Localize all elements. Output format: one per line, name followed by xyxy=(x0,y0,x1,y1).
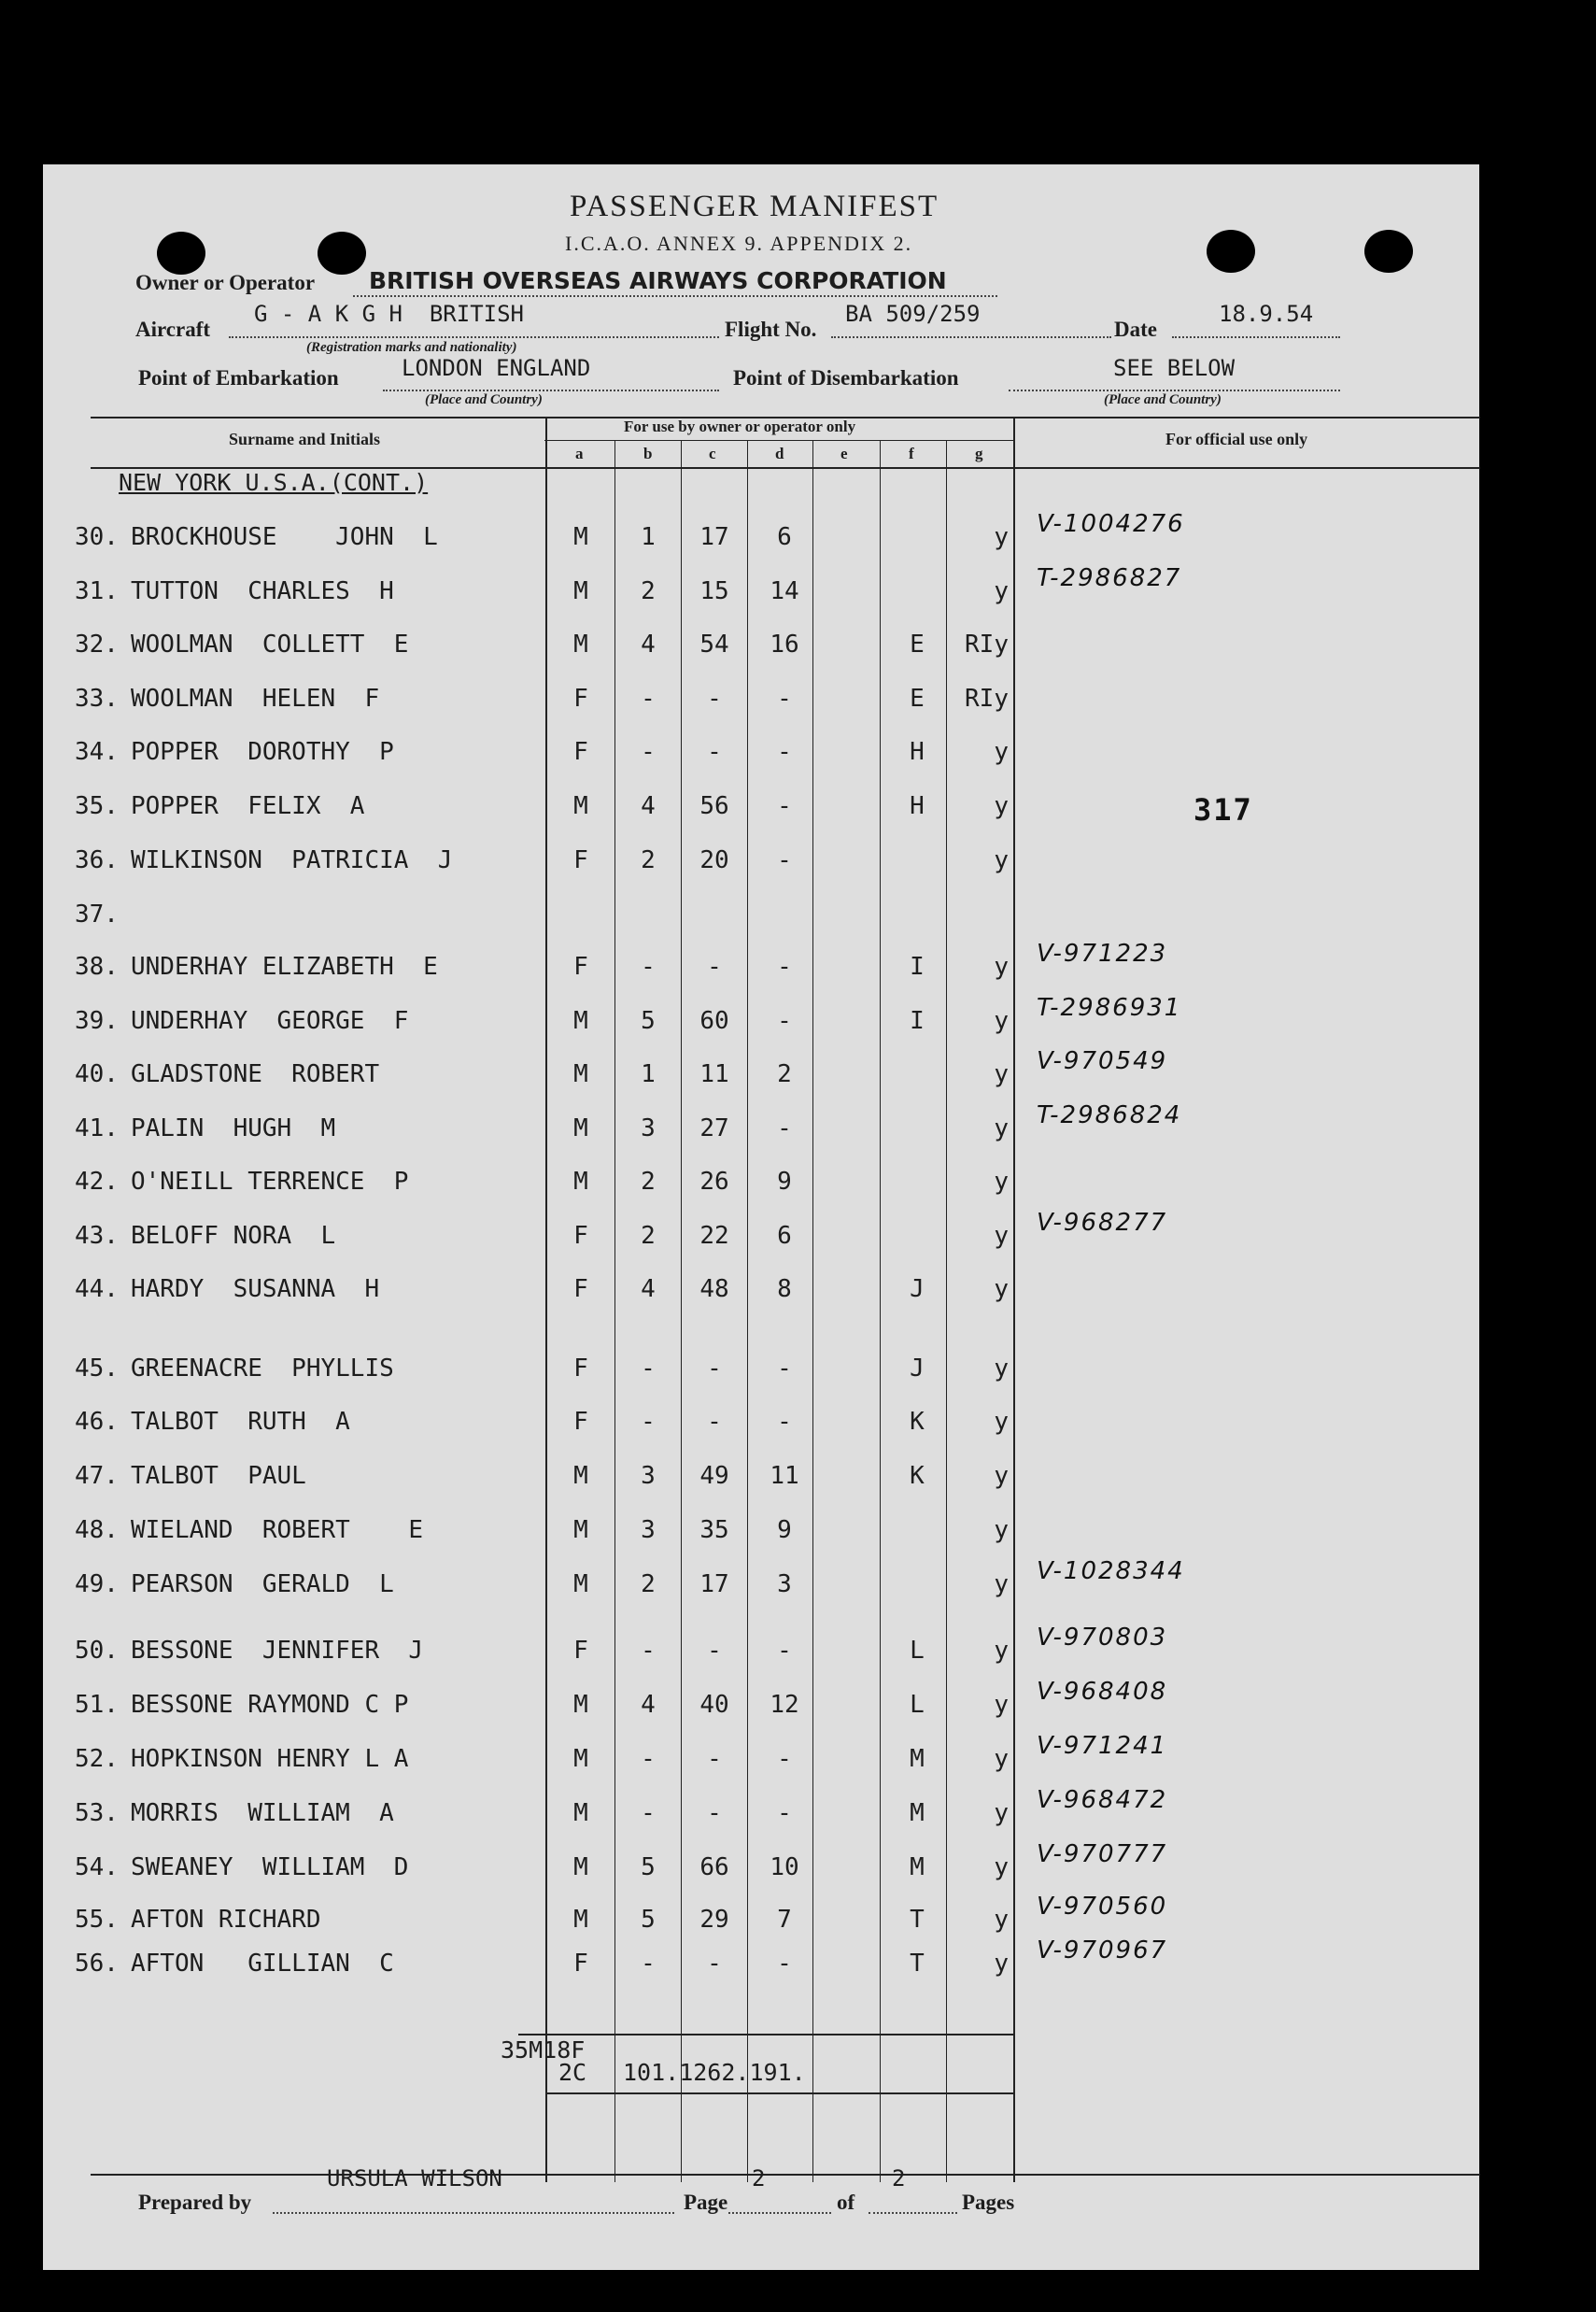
official-annotation: V-968408 xyxy=(1037,1678,1168,1706)
official-annotation: V-970967 xyxy=(1037,1936,1168,1964)
cell-d: 8 xyxy=(777,1275,792,1303)
cell-g: y xyxy=(994,1114,1009,1142)
cell-a: M xyxy=(573,1060,588,1088)
cell-f: K xyxy=(910,1408,925,1436)
cell-g: y xyxy=(994,1462,1009,1490)
table-row xyxy=(0,901,1596,938)
column-d-header: d xyxy=(775,445,784,462)
cell-c: 15 xyxy=(699,577,729,605)
table-row xyxy=(0,792,1596,830)
punch-hole xyxy=(1207,230,1255,273)
cell-a: M xyxy=(573,1570,588,1598)
cell-f: T xyxy=(910,1906,925,1934)
row-number: 50. xyxy=(75,1637,119,1665)
cell-a: M xyxy=(573,1853,588,1881)
cell-b: - xyxy=(641,1950,656,1978)
date-label: Date xyxy=(1114,318,1157,341)
passenger-name: BELOFF NORA L xyxy=(131,1222,336,1250)
cell-a: M xyxy=(573,1745,588,1773)
cell-d: 2 xyxy=(777,1060,792,1088)
cell-b: 2 xyxy=(641,846,656,874)
cell-f: E xyxy=(910,685,925,713)
table-row xyxy=(0,1168,1596,1205)
cell-c: 22 xyxy=(699,1222,729,1250)
row-number: 39. xyxy=(75,1007,119,1035)
cell-c: 27 xyxy=(699,1114,729,1142)
cell-g: y xyxy=(994,953,1009,981)
cell-a: F xyxy=(573,738,588,766)
cell-g: y xyxy=(994,1906,1009,1934)
passenger-name: UNDERHAY GEORGE F xyxy=(131,1007,409,1035)
passenger-name: WILKINSON PATRICIA J xyxy=(131,846,453,874)
cell-d: - xyxy=(777,1745,792,1773)
passenger-name: TALBOT PAUL xyxy=(131,1462,306,1490)
row-number: 35. xyxy=(75,792,119,820)
row-number: 36. xyxy=(75,846,119,874)
passenger-name: HOPKINSON HENRY L A xyxy=(131,1745,409,1773)
cell-c: 20 xyxy=(699,846,729,874)
cell-d: 11 xyxy=(770,1462,799,1490)
owner-label: Owner or Operator xyxy=(135,271,316,294)
cell-g: y xyxy=(994,523,1009,551)
punch-hole xyxy=(318,232,366,275)
row-number: 42. xyxy=(75,1168,119,1196)
cell-c: 60 xyxy=(699,1007,729,1035)
cell-g: y xyxy=(994,846,1009,874)
aircraft-value: G - A K G H BRITISH xyxy=(254,301,524,327)
flight-value: BA 509/259 xyxy=(845,301,981,327)
cell-d: 9 xyxy=(777,1516,792,1544)
cell-g: y xyxy=(994,1637,1009,1665)
row-number: 34. xyxy=(75,738,119,766)
cell-b: 5 xyxy=(641,1906,656,1934)
cell-f: H xyxy=(910,792,925,820)
cell-f: J xyxy=(910,1355,925,1383)
cell-g: y xyxy=(994,1691,1009,1719)
official-annotation: T-2986824 xyxy=(1037,1101,1182,1129)
cell-a: M xyxy=(573,1168,588,1196)
cell-a: F xyxy=(573,1355,588,1383)
cell-c: 11 xyxy=(699,1060,729,1088)
passenger-name: AFTON RICHARD xyxy=(131,1906,321,1934)
cell-d: - xyxy=(777,1950,792,1978)
cell-b: 3 xyxy=(641,1114,656,1142)
cell-c: - xyxy=(707,738,722,766)
official-annotation: V-970549 xyxy=(1037,1047,1168,1075)
official-use-header: For official use only xyxy=(1165,430,1308,448)
passenger-name: MORRIS WILLIAM A xyxy=(131,1799,394,1827)
cell-a: F xyxy=(573,1408,588,1436)
flight-label: Flight No. xyxy=(725,318,817,341)
row-number: 47. xyxy=(75,1462,119,1490)
cell-f: L xyxy=(910,1637,925,1665)
table-row xyxy=(0,1732,1596,1782)
embarkation-note: (Place and Country) xyxy=(425,392,543,407)
passenger-name: SWEANEY WILLIAM D xyxy=(131,1853,409,1881)
cell-b: 4 xyxy=(641,1691,656,1719)
cell-a: F xyxy=(573,1275,588,1303)
cell-b: 4 xyxy=(641,792,656,820)
cell-a: F xyxy=(573,685,588,713)
cell-d: 3 xyxy=(777,1570,792,1598)
table-row xyxy=(0,994,1596,1044)
table-row xyxy=(0,1557,1596,1608)
row-number: 31. xyxy=(75,577,119,605)
totals-columns-bcd: 101.1262.191. xyxy=(623,2059,806,2086)
owner-use-header: For use by owner or operator only xyxy=(624,418,856,435)
passenger-name: PEARSON GERALD L xyxy=(131,1570,394,1598)
cell-d: - xyxy=(777,1007,792,1035)
cell-a: M xyxy=(573,577,588,605)
official-annotation: V-970560 xyxy=(1037,1893,1168,1921)
cell-b: 2 xyxy=(641,1168,656,1196)
cell-b: 1 xyxy=(641,1060,656,1088)
cell-b: 1 xyxy=(641,523,656,551)
cell-f: I xyxy=(910,953,925,981)
cell-d: - xyxy=(777,792,792,820)
table-row xyxy=(0,1624,1596,1674)
cell-a: F xyxy=(573,846,588,874)
page-subtitle: I.C.A.O. ANNEX 9. APPENDIX 2. xyxy=(565,232,913,255)
row-number: 33. xyxy=(75,685,119,713)
embarkation-value: LONDON ENGLAND xyxy=(402,355,591,381)
embarkation-label: Point of Embarkation xyxy=(138,366,339,390)
cell-b: 4 xyxy=(641,1275,656,1303)
passenger-name: TALBOT RUTH A xyxy=(131,1408,350,1436)
table-row xyxy=(0,1936,1596,1987)
passenger-name: WIELAND ROBERT E xyxy=(131,1516,424,1544)
cell-c: 56 xyxy=(699,792,729,820)
cell-b: - xyxy=(641,1799,656,1827)
totals-column-a: 2C xyxy=(558,2059,587,2086)
cell-a: M xyxy=(573,523,588,551)
row-number: 54. xyxy=(75,1853,119,1881)
cell-b: - xyxy=(641,1745,656,1773)
cell-a: M xyxy=(573,631,588,659)
cell-a: M xyxy=(573,1691,588,1719)
column-c-header: c xyxy=(709,445,716,462)
punch-hole xyxy=(1364,230,1413,273)
passenger-name: AFTON GILLIAN C xyxy=(131,1950,394,1978)
surname-column-header: Surname and Initials xyxy=(229,430,381,448)
table-row xyxy=(0,738,1596,775)
passenger-name: GLADSTONE ROBERT xyxy=(131,1060,380,1088)
cell-d: 6 xyxy=(777,523,792,551)
cell-g: y xyxy=(994,1570,1009,1598)
cell-g: y xyxy=(994,1222,1009,1250)
cell-g: y xyxy=(994,1745,1009,1773)
table-row xyxy=(0,1408,1596,1445)
cell-c: 40 xyxy=(699,1691,729,1719)
cell-b: 2 xyxy=(641,1570,656,1598)
cell-b: 5 xyxy=(641,1853,656,1881)
cell-b: 2 xyxy=(641,577,656,605)
cell-c: - xyxy=(707,1355,722,1383)
cell-g: y xyxy=(994,1060,1009,1088)
cell-c: - xyxy=(707,1799,722,1827)
row-number: 32. xyxy=(75,631,119,659)
passenger-name: TUTTON CHARLES H xyxy=(131,577,394,605)
official-annotation: T-2986931 xyxy=(1037,994,1182,1022)
cell-d: - xyxy=(777,1799,792,1827)
row-number: 30. xyxy=(75,523,119,551)
table-row xyxy=(0,1678,1596,1728)
cell-f: M xyxy=(910,1745,925,1773)
table-row xyxy=(0,846,1596,884)
cell-d: 10 xyxy=(770,1853,799,1881)
column-b-header: b xyxy=(643,445,653,462)
pages-label: Pages xyxy=(962,2191,1015,2214)
cell-d: 7 xyxy=(777,1906,792,1934)
column-a-header: a xyxy=(575,445,584,462)
cell-b: - xyxy=(641,953,656,981)
cell-c: - xyxy=(707,953,722,981)
row-number: 45. xyxy=(75,1355,119,1383)
cell-c: 48 xyxy=(699,1275,729,1303)
cell-g: y xyxy=(994,1355,1009,1383)
passenger-name: BESSONE JENNIFER J xyxy=(131,1637,424,1665)
cell-c: 54 xyxy=(699,631,729,659)
official-annotation: 317 xyxy=(1193,792,1253,828)
of-label: of xyxy=(837,2191,855,2214)
passenger-name: POPPER DOROTHY P xyxy=(131,738,394,766)
cell-b: - xyxy=(641,685,656,713)
passenger-name: WOOLMAN HELEN F xyxy=(131,685,380,713)
total-pages: 2 xyxy=(892,2165,906,2191)
cell-g: y xyxy=(994,1275,1009,1303)
table-row xyxy=(0,1840,1596,1891)
column-f-header: f xyxy=(909,445,914,462)
cell-c: - xyxy=(707,1745,722,1773)
cell-a: M xyxy=(573,1906,588,1934)
cell-b: - xyxy=(641,1637,656,1665)
cell-g: y xyxy=(994,738,1009,766)
row-number: 40. xyxy=(75,1060,119,1088)
owner-value: BRITISH OVERSEAS AIRWAYS CORPORATION xyxy=(369,267,947,294)
date-value: 18.9.54 xyxy=(1219,301,1314,327)
cell-c: - xyxy=(707,1637,722,1665)
row-number: 43. xyxy=(75,1222,119,1250)
totals-gender-count: 35M18F xyxy=(501,2036,586,2064)
official-annotation: V-970777 xyxy=(1037,1840,1168,1868)
cell-d: 12 xyxy=(770,1691,799,1719)
cell-f: E xyxy=(910,631,925,659)
cell-c: 29 xyxy=(699,1906,729,1934)
table-row xyxy=(0,1101,1596,1152)
cell-d: 6 xyxy=(777,1222,792,1250)
aircraft-note: (Registration marks and nationality) xyxy=(306,340,517,355)
row-number: 55. xyxy=(75,1906,119,1934)
passenger-name: BROCKHOUSE JOHN L xyxy=(131,523,438,551)
table-row xyxy=(0,564,1596,615)
cell-f: I xyxy=(910,1007,925,1035)
cell-g: y xyxy=(994,792,1009,820)
cell-d: 14 xyxy=(770,577,799,605)
column-g-header: g xyxy=(975,445,983,462)
cell-a: F xyxy=(573,1222,588,1250)
passenger-name: POPPER FELIX A xyxy=(131,792,365,820)
row-number: 38. xyxy=(75,953,119,981)
table-row xyxy=(0,1209,1596,1259)
official-annotation: V-968472 xyxy=(1037,1786,1168,1814)
aircraft-label: Aircraft xyxy=(135,318,211,341)
cell-b: - xyxy=(641,1408,656,1436)
cell-g: y xyxy=(994,1853,1009,1881)
cell-d: - xyxy=(777,1114,792,1142)
cell-d: - xyxy=(777,846,792,874)
cell-d: - xyxy=(777,1355,792,1383)
cell-g: y xyxy=(994,1408,1009,1436)
cell-g: RIy xyxy=(965,685,1009,713)
table-row xyxy=(0,1516,1596,1553)
cell-g: y xyxy=(994,1516,1009,1544)
cell-g: y xyxy=(994,1007,1009,1035)
table-row xyxy=(0,1355,1596,1392)
official-annotation: V-1028344 xyxy=(1037,1557,1185,1585)
disembarkation-value: SEE BELOW xyxy=(1113,355,1236,381)
cell-c: - xyxy=(707,1950,722,1978)
disembarkation-note: (Place and Country) xyxy=(1104,392,1222,407)
official-annotation: V-970803 xyxy=(1037,1624,1168,1652)
table-row xyxy=(0,1786,1596,1837)
table-row xyxy=(0,510,1596,560)
cell-g: RIy xyxy=(965,631,1009,659)
cell-d: 9 xyxy=(777,1168,792,1196)
cell-c: 17 xyxy=(699,1570,729,1598)
passenger-name: BESSONE RAYMOND C P xyxy=(131,1691,409,1719)
cell-a: M xyxy=(573,1462,588,1490)
cell-d: 16 xyxy=(770,631,799,659)
cell-d: - xyxy=(777,1637,792,1665)
cell-f: J xyxy=(910,1275,925,1303)
table-row xyxy=(0,1462,1596,1499)
table-row xyxy=(0,685,1596,722)
cell-f: H xyxy=(910,738,925,766)
row-number: 53. xyxy=(75,1799,119,1827)
page-number: 2 xyxy=(752,2165,766,2191)
cell-f: T xyxy=(910,1950,925,1978)
row-number: 41. xyxy=(75,1114,119,1142)
cell-d: - xyxy=(777,685,792,713)
cell-c: 35 xyxy=(699,1516,729,1544)
cell-a: F xyxy=(573,1637,588,1665)
punch-hole xyxy=(157,232,205,275)
row-number: 56. xyxy=(75,1950,119,1978)
cell-a: M xyxy=(573,792,588,820)
row-number: 46. xyxy=(75,1408,119,1436)
row-number: 52. xyxy=(75,1745,119,1773)
passenger-name: PALIN HUGH M xyxy=(131,1114,336,1142)
cell-f: M xyxy=(910,1799,925,1827)
cell-a: M xyxy=(573,1799,588,1827)
cell-b: 5 xyxy=(641,1007,656,1035)
column-e-header: e xyxy=(840,445,848,462)
official-annotation: V-968277 xyxy=(1037,1209,1168,1237)
cell-a: F xyxy=(573,953,588,981)
disembarkation-label: Point of Disembarkation xyxy=(733,366,959,390)
official-annotation: V-971223 xyxy=(1037,940,1168,968)
cell-d: - xyxy=(777,953,792,981)
table-row xyxy=(0,1893,1596,1943)
cell-c: 17 xyxy=(699,523,729,551)
row-number: 51. xyxy=(75,1691,119,1719)
cell-f: K xyxy=(910,1462,925,1490)
cell-g: y xyxy=(994,1950,1009,1978)
cell-c: - xyxy=(707,1408,722,1436)
cell-c: 66 xyxy=(699,1853,729,1881)
cell-g: y xyxy=(994,1799,1009,1827)
cell-d: - xyxy=(777,738,792,766)
cell-a: M xyxy=(573,1007,588,1035)
row-number: 44. xyxy=(75,1275,119,1303)
table-row xyxy=(0,940,1596,990)
cell-b: 3 xyxy=(641,1462,656,1490)
cell-b: - xyxy=(641,738,656,766)
cell-a: M xyxy=(573,1516,588,1544)
cell-c: 26 xyxy=(699,1168,729,1196)
row-number: 49. xyxy=(75,1570,119,1598)
cell-d: - xyxy=(777,1408,792,1436)
cell-g: y xyxy=(994,1168,1009,1196)
passenger-name: UNDERHAY ELIZABETH E xyxy=(131,953,438,981)
cell-g: y xyxy=(994,577,1009,605)
cell-b: 3 xyxy=(641,1516,656,1544)
table-row xyxy=(0,1047,1596,1098)
official-annotation: V-1004276 xyxy=(1037,510,1185,538)
table-row xyxy=(0,1275,1596,1312)
passenger-name: O'NEILL TERRENCE P xyxy=(131,1168,409,1196)
table-row xyxy=(0,631,1596,668)
cell-a: F xyxy=(573,1950,588,1978)
passenger-name: HARDY SUSANNA H xyxy=(131,1275,380,1303)
prepared-by-value: URSULA WILSON xyxy=(327,2165,502,2191)
row-number: 37. xyxy=(75,901,119,929)
passenger-name: WOOLMAN COLLETT E xyxy=(131,631,409,659)
official-annotation: T-2986827 xyxy=(1037,564,1182,592)
official-annotation: V-971241 xyxy=(1037,1732,1168,1760)
cell-b: 4 xyxy=(641,631,656,659)
row-number: 48. xyxy=(75,1516,119,1544)
cell-c: 49 xyxy=(699,1462,729,1490)
prepared-by-label: Prepared by xyxy=(138,2191,252,2214)
destination-section-label: NEW YORK U.S.A.(CONT.) xyxy=(119,469,429,496)
cell-b: 2 xyxy=(641,1222,656,1250)
page-title: PASSENGER MANIFEST xyxy=(570,190,939,223)
cell-f: M xyxy=(910,1853,925,1881)
passenger-name: GREENACRE PHYLLIS xyxy=(131,1355,394,1383)
cell-b: - xyxy=(641,1355,656,1383)
cell-f: L xyxy=(910,1691,925,1719)
cell-c: - xyxy=(707,685,722,713)
cell-a: M xyxy=(573,1114,588,1142)
page-label: Page xyxy=(684,2191,728,2214)
